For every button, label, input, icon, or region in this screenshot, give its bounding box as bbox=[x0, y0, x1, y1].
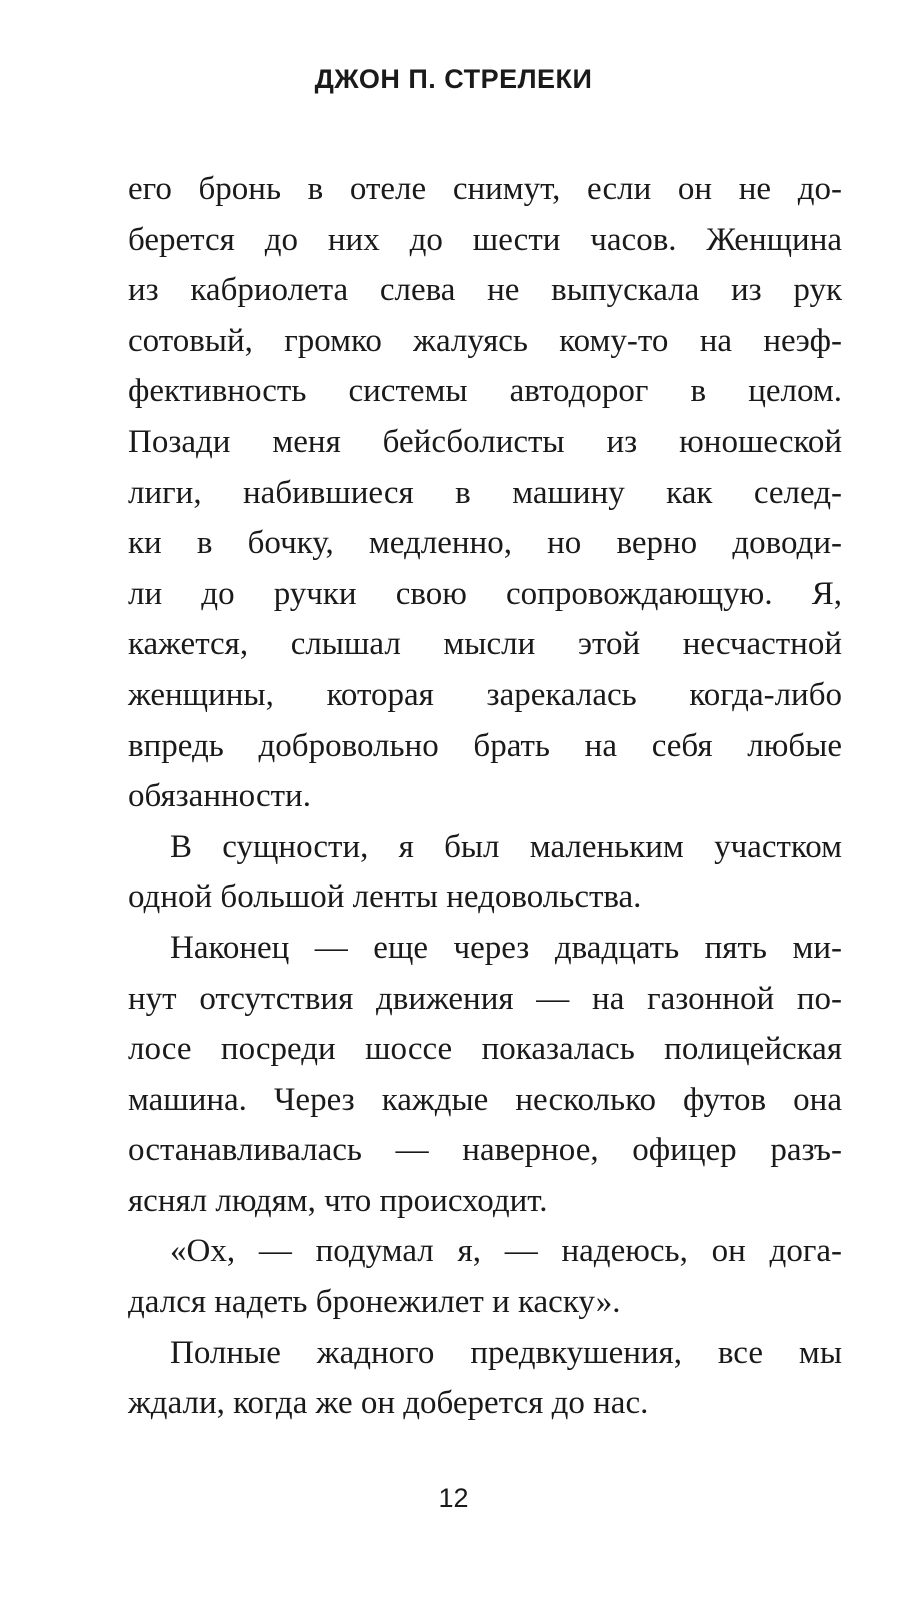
paragraph bbox=[128, 822, 842, 923]
text-line: Полные жадного предвкушения, все мы bbox=[170, 1334, 842, 1371]
text-line: «Ох, — подумал я, — надеюсь, он дога- bbox=[170, 1233, 842, 1270]
text-line: его бронь в отеле снимут, если он не до- bbox=[128, 171, 842, 207]
text-line: останавливалась — наверное, офицер разъ- bbox=[128, 1132, 842, 1169]
text-line: Наконец — еще через двадцать пять ми- bbox=[170, 929, 842, 966]
text-line: фективность системы автодорог в целом. bbox=[128, 373, 842, 410]
paragraph bbox=[128, 1328, 842, 1429]
text-line: сотовый, громко жалуясь кому-то на неэф- bbox=[128, 322, 842, 359]
text-line: из кабриолета слева не выпускала из рук bbox=[128, 272, 842, 309]
text-line: Позади меня бейсболисты из юношеской bbox=[128, 423, 842, 460]
text-line: кажется, слышал мысли этой несчастной bbox=[128, 626, 842, 663]
text-line: лиги, набившиеся в машину как селед- bbox=[128, 474, 842, 511]
text-line: яснял людям, что происходит. bbox=[128, 1182, 548, 1219]
text-line: ждали, когда же он доберется до нас. bbox=[128, 1385, 649, 1422]
paragraph bbox=[128, 1226, 842, 1327]
text-line: берется до них до шести часов. Женщина bbox=[128, 221, 842, 258]
running-header: ДЖОН П. СТРЕЛЕКИ bbox=[314, 64, 593, 94]
text-line: В сущности, я был маленьким участком bbox=[170, 828, 842, 865]
text-line: женщины, которая зарекалась когда-либо bbox=[128, 676, 842, 713]
paragraph bbox=[128, 164, 842, 822]
text-line: ли до ручки свою сопровождающую. Я, bbox=[128, 575, 842, 612]
text-line: машина. Через каждые несколько футов она bbox=[128, 1081, 842, 1118]
text-line: впредь добровольно брать на себя любые bbox=[128, 727, 842, 764]
text-line: обязанности. bbox=[128, 778, 311, 815]
paragraph bbox=[128, 923, 842, 1227]
body-text bbox=[128, 164, 842, 1429]
text-line: нут отсутствия движения — на газонной по- bbox=[128, 980, 842, 1017]
page-number: 12 bbox=[438, 1483, 469, 1513]
text-line: дался надеть бронежилет и каску». bbox=[128, 1284, 621, 1321]
text-line: лосе посреди шоссе показалась полицейская bbox=[128, 1031, 842, 1068]
text-line: ки в бочку, медленно, но верно доводи- bbox=[128, 525, 842, 562]
text-line: одной большой ленты недовольства. bbox=[128, 879, 642, 916]
